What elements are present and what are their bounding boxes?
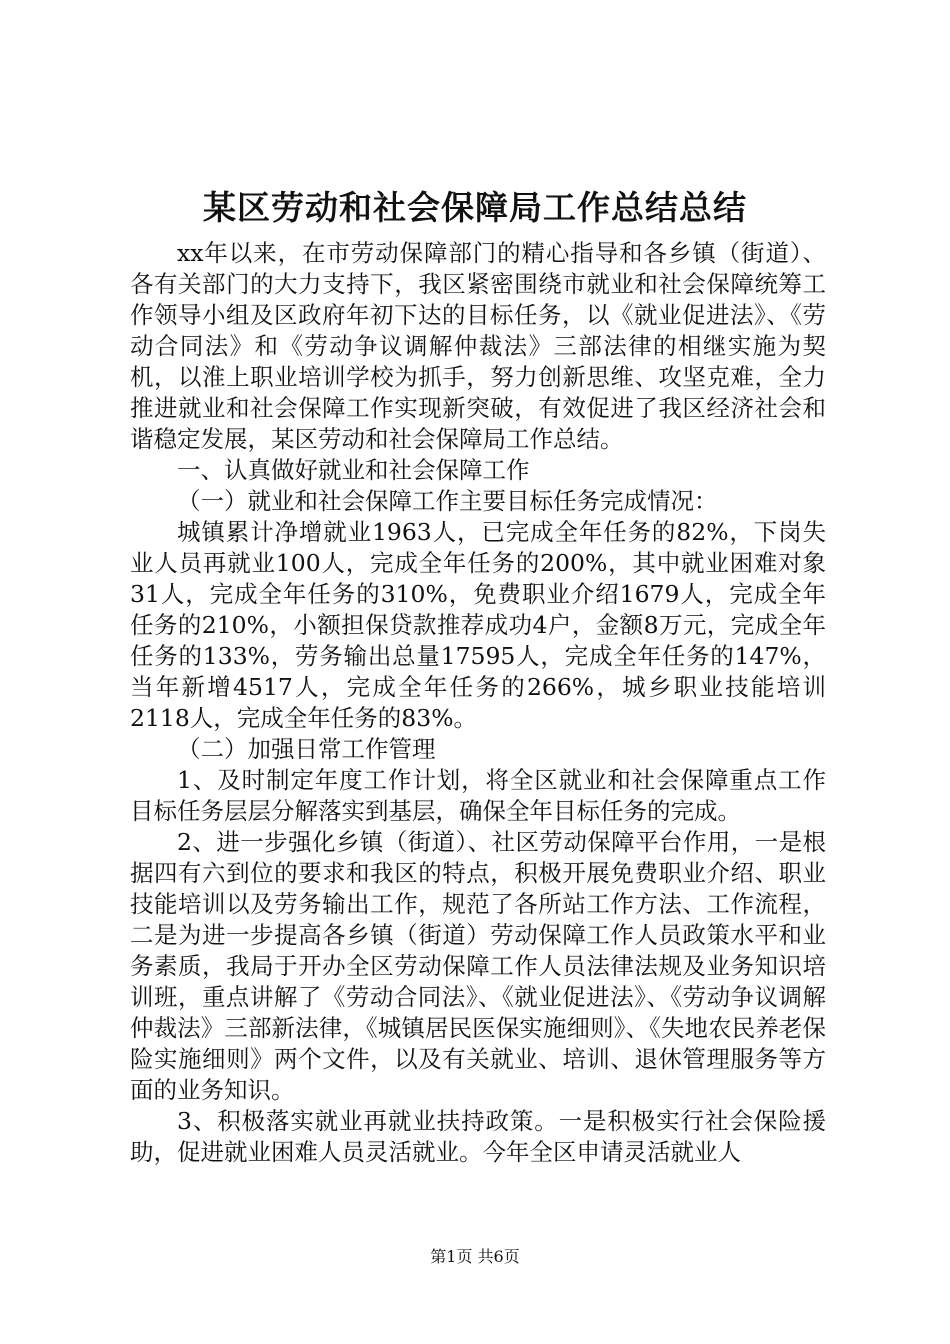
page-title: 某区劳动和社会保障局工作总结总结 bbox=[203, 188, 747, 227]
subsection-heading-2: （二）加强日常工作管理 bbox=[177, 735, 436, 763]
item-1-paragraph: 1、及时制定年度工作计划，将全区就业和社会保障重点工作目标任务层层分解落实到基层，确保全年目标任务的完成。 bbox=[130, 766, 826, 825]
item-2-paragraph: 2、进一步强化乡镇（街道）、社区劳动保障平台作用，一是根据四有六到位的要求和我区的特点，积极开展免费职业介绍、职业技能培训以及劳务输出工作，规范了各所站工作方法、工作流程，二是为进一步提高各乡镇（街道）劳动保障工作人员政策水平和业务素质，我局于开办全区劳动保障工作人员法律法规及业务知识培训班，重点讲解了《劳动合同法》、《就业促进法》、《劳动争议调解仲裁法》三部新法律，《城镇居民医保实施细则》、《失地农民养老保险实施细则》两个文件，以及有关就业、培训、退休管理服务等方面的业务知识。 bbox=[130, 828, 826, 1104]
item-3-paragraph: 3、积极落实就业再就业扶持政策。一是积极实行社会保险援助，促进就业困难人员灵活就业。今年全区申请灵活就业人 bbox=[130, 1107, 826, 1166]
intro-paragraph: xx年以来，在市劳动保障部门的精心指导和各乡镇（街道）、各有关部门的大力支持下，我区紧密围绕市就业和社会保障统筹工作领导小组及区政府年初下达的目标任务，以《就业促进法》、《劳动合同法》和《劳动争议调解仲裁法》三部法律的相继实施为契机，以淮上职业培训学校为抓手，努力创新思维、攻坚克难，全力推进就业和社会保障工作实现新突破，有效促进了我区经济社会和谐稳定发展，某区劳动和社会保障局工作总结。 bbox=[130, 239, 826, 453]
document-body bbox=[130, 238, 826, 1168]
section-heading-1: 一、认真做好就业和社会保障工作 bbox=[177, 456, 530, 484]
targets-paragraph: 城镇累计净增就业1963人，已完成全年任务的82%，下岗失业人员再就业100人，完成全年任务的200%，其中就业困难对象31人，完成全年任务的310%，免费职业介绍1679人，完成全年任务的210%，小额担保贷款推荐成功4户，金额8万元，完成全年任务的133%，劳务输出总量17595人，完成全年任务的147%，当年新增4517人，完成全年任务的266%，城乡职业技能培训2118人，完成全年任务的83%。 bbox=[130, 518, 826, 732]
page-number-footer: 第1页 共6页 bbox=[430, 1247, 520, 1266]
subsection-heading-1: （一）就业和社会保障工作主要目标任务完成情况： bbox=[177, 487, 718, 515]
